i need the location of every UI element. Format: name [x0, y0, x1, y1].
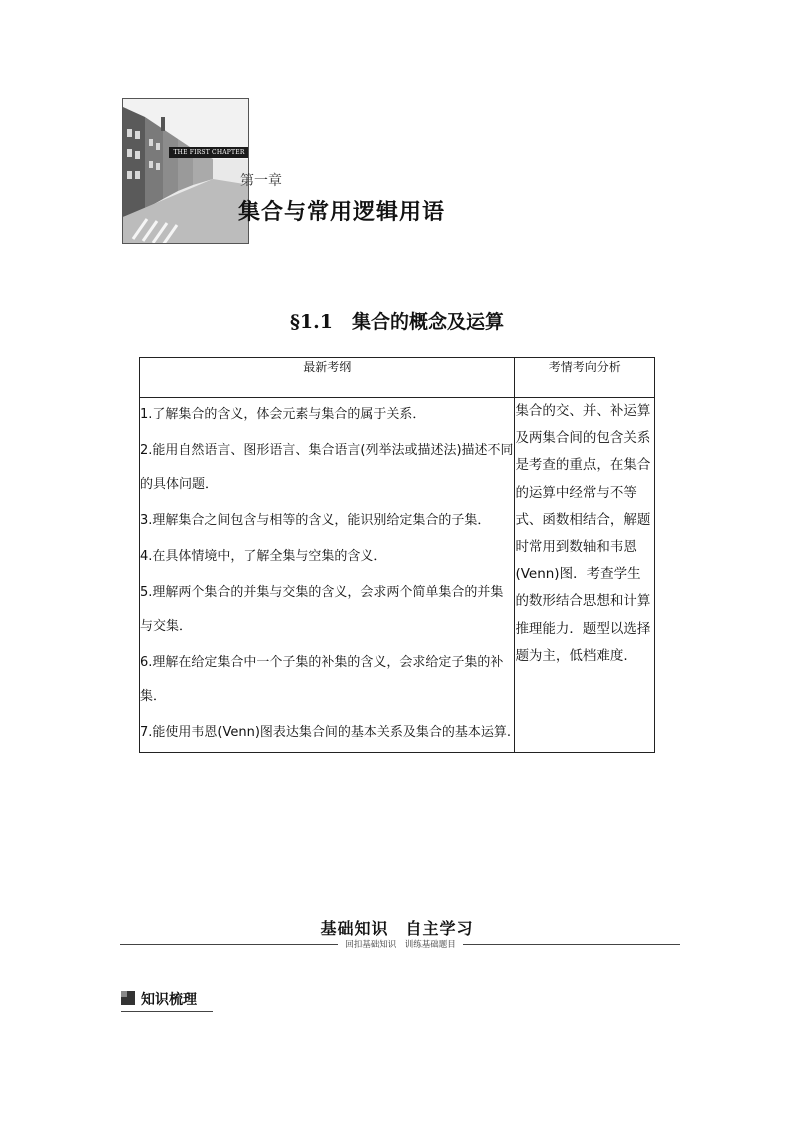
analysis-cell: 集合的交、并、补运算及两集合间的包含关系是考查的重点，在集合的运算中经常与不等式、函数相结合，解题时常用到数轴和韦恩(Venn)图．考查学生的数形结合思想和计算推理能力．题型以选择题为主，低档难度.	[515, 398, 655, 753]
section-marker-icon	[121, 991, 135, 1005]
header-syllabus: 最新考纲	[140, 358, 515, 398]
requirement-item: 6.理解在给定集合中一个子集的补集的含义，会求给定子集的补集．	[140, 655, 504, 704]
band-subtitle: 回扣基础知识 训练基础题目	[345, 940, 456, 950]
table-row	[140, 398, 655, 753]
chapter-label: 第一章	[240, 173, 282, 189]
knowledge-heading: 知识梳理	[141, 992, 197, 1008]
heading-underline	[121, 1011, 213, 1012]
requirement-item: 2.能用自然语言、图形语言、集合语言(列举法或描述法)描述不同的具体问题．	[140, 443, 514, 492]
requirement-item: 4.在具体情境中，了解全集与空集的含义．	[140, 549, 387, 564]
syllabus-table	[139, 357, 655, 753]
requirement-item: 1.了解集合的含义，体会元素与集合的属于关系．	[140, 407, 426, 422]
requirement-item: 3.理解集合之间包含与相等的含义，能识别给定集合的子集．	[140, 513, 491, 528]
requirements-cell	[140, 398, 515, 753]
chapter-tag: THE FIRST CHAPTER	[169, 147, 249, 158]
header-analysis: 考情考向分析	[515, 358, 655, 398]
chapter-title: 集合与常用逻辑用语	[238, 200, 446, 225]
band-title: 基础知识 自主学习	[320, 919, 474, 938]
divider-left	[120, 944, 338, 945]
section-title: §1.1 集合的概念及运算	[290, 311, 504, 333]
street-photo	[123, 99, 249, 244]
table-header-row	[140, 358, 655, 398]
requirement-item: 7.能使用韦恩(Venn)图表达集合间的基本关系及集合的基本运算.	[140, 725, 512, 740]
divider-right	[463, 944, 680, 945]
chapter-cover-image	[122, 98, 249, 244]
requirement-item: 5.理解两个集合的并集与交集的含义，会求两个简单集合的并集与交集．	[140, 585, 504, 634]
